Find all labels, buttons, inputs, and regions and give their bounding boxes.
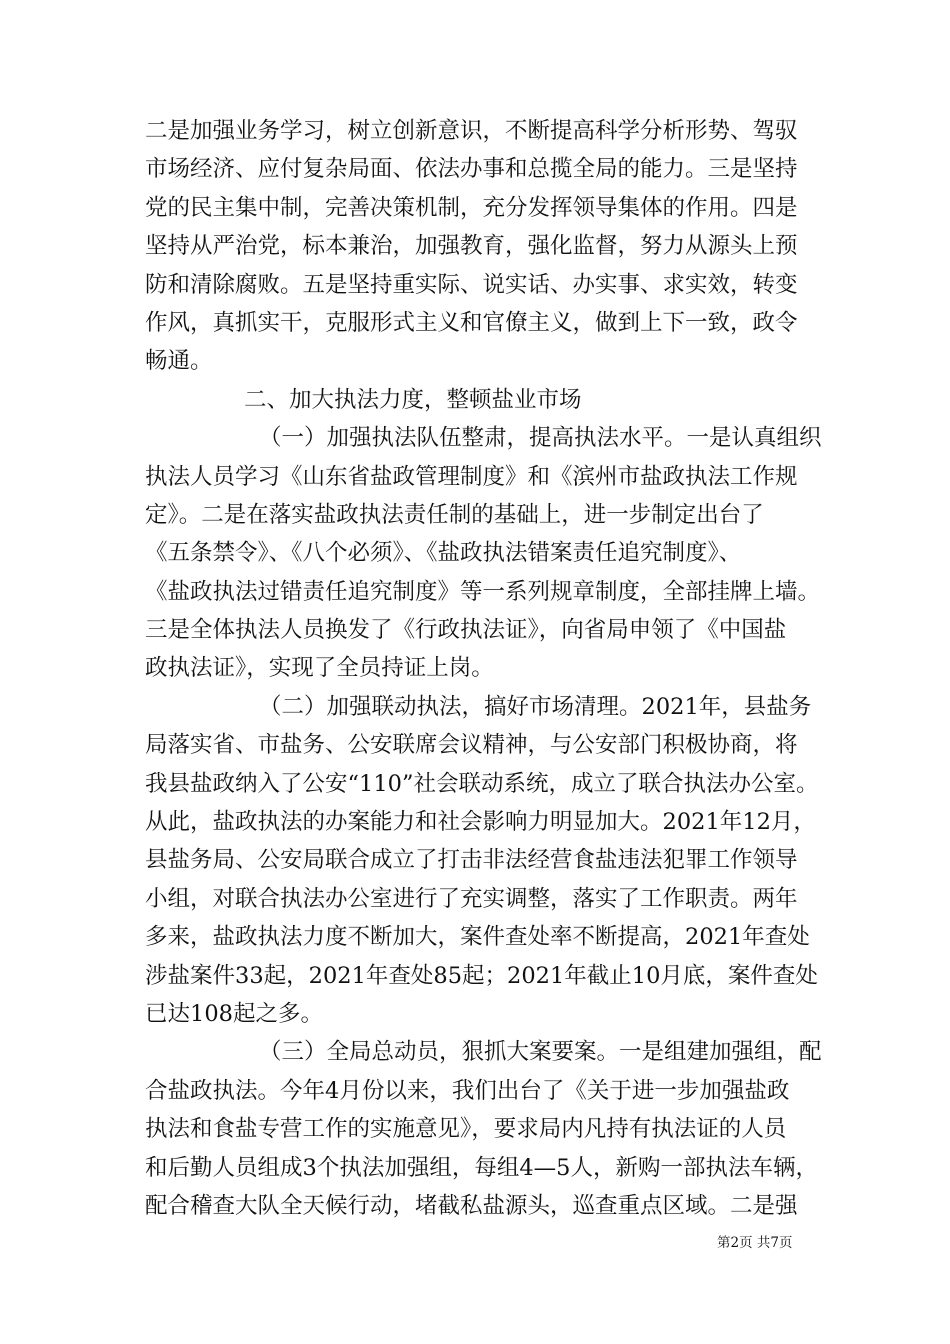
text-line: 防和清除腐败。五是坚持重实际、说实话、办实事、求实效，转变 (145, 271, 798, 298)
text-line: 三是全体执法人员换发了《行政执法证》，向省局申领了《中国盐 (145, 617, 787, 644)
text-line: 《五条禁令》、《八个必须》、《盐政执法错案责任追究制度》、 (145, 540, 742, 567)
text-line: 执法和食盐专营工作的实施意见》，要求局内凡持有执法证的人员 (145, 1116, 787, 1143)
document-body (145, 112, 825, 1225)
text-line: 涉盐案件33起，2021年查处85起；2021年截止10月底，案件查处 (145, 962, 818, 989)
text-line: 和后勤人员组成3个执法加强组，每组4—5人，新购一部执法车辆， (145, 1154, 818, 1181)
text-line: 从此，盐政执法的办案能力和社会影响力明显加大。2021年12月， (145, 809, 816, 836)
text-line: （一）加强执法队伍整肃，提高执法水平。一是认真组织 (259, 425, 822, 452)
text-line: 局落实省、市盐务、公安联席会议精神，与公安部门积极协商，将 (145, 732, 798, 759)
text-line: 党的民主集中制，完善决策机制，充分发挥领导集体的作用。四是 (145, 194, 798, 221)
text-line: 已达108起之多。 (145, 1000, 323, 1027)
text-line: 二是加强业务学习，树立创新意识，不断提高科学分析形势、驾驭 (145, 118, 798, 144)
text-line: 我县盐政纳入了公安“110”社会联动系统，成立了联合执法办公室。 (145, 770, 819, 797)
text-line: （二）加强联动执法，搞好市场清理。2021年，县盐务 (259, 693, 812, 720)
text-line: 定》。二是在落实盐政执法责任制的基础上，进一步制定出台了 (145, 501, 764, 528)
text-line: （三）全局总动员，狠抓大案要案。一是组建加强组，配 (259, 1039, 822, 1066)
text-line: 畅通。 (145, 348, 213, 375)
text-line: 作风，真抓实干，克服形式主义和官僚主义，做到上下一致，政令 (145, 309, 798, 336)
text-line: 多来，盐政执法力度不断加大，案件查处率不断提高，2021年查处 (145, 924, 810, 951)
text-line: 《盐政执法过错责任追究制度》等一系列规章制度，全部挂牌上墙。 (145, 578, 821, 605)
section-heading: 二、加大执法力度，整顿盐业市场 (244, 386, 582, 413)
text-line: 合盐政执法。今年4月份以来，我们出台了《关于进一步加强盐政 (145, 1077, 790, 1104)
text-line: 小组，对联合执法办公室进行了充实调整，落实了工作职责。两年 (145, 885, 798, 912)
text-line: 执法人员学习《山东省盐政管理制度》和《滨州市盐政执法工作规 (145, 463, 798, 490)
text-line: 配合稽查大队全天候行动，堵截私盐源头，巡查重点区域。二是强 (145, 1192, 798, 1219)
text-line: 市场经济、应付复杂局面、依法办事和总揽全局的能力。三是坚持 (145, 156, 798, 183)
page-number: 第2页 共7页 (717, 1235, 793, 1251)
text-line: 县盐务局、公安局联合成立了打击非法经营食盐违法犯罪工作领导 (145, 847, 798, 874)
text-line: 坚持从严治党，标本兼治，加强教育，强化监督，努力从源头上预 (145, 233, 798, 260)
text-line: 政执法证》，实现了全员持证上岗。 (145, 655, 494, 682)
